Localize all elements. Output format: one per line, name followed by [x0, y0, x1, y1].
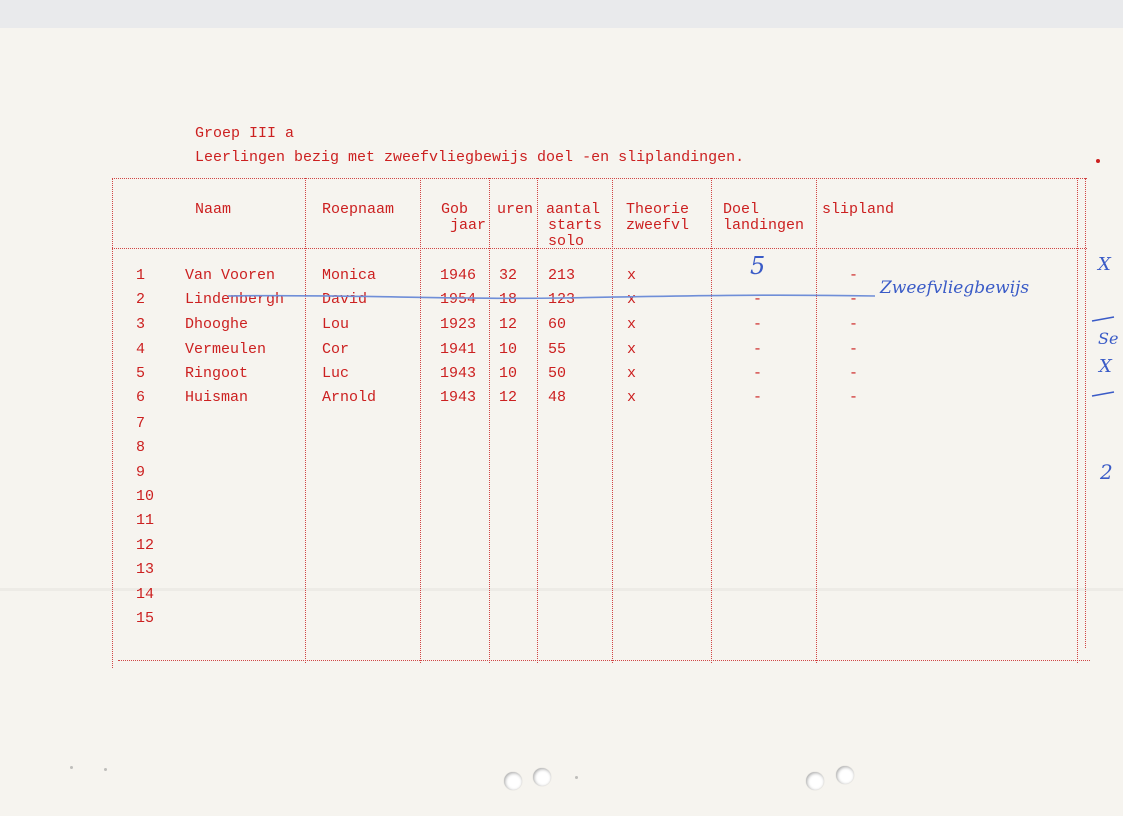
col-header-roepnaam: Roepnaam: [322, 201, 395, 218]
cell-theorie: x: [627, 291, 637, 308]
empty-row-number: 11: [136, 512, 155, 529]
cell-naam: Vermeulen: [185, 341, 267, 358]
cell-starts: 55: [548, 341, 567, 358]
paper-speck: [575, 776, 578, 779]
cell-roepnaam: Luc: [322, 365, 350, 382]
cell-slip: -: [849, 291, 859, 308]
empty-row-number: 8: [136, 439, 146, 456]
cell-jaar: 1943: [440, 389, 477, 406]
group-title: Groep III a: [195, 125, 295, 142]
cell-uren: 10: [499, 341, 518, 358]
cell-theorie: x: [627, 389, 637, 406]
margin-x-mark: X: [1099, 356, 1112, 377]
cell-theorie: x: [627, 267, 637, 284]
paper-sheet: [0, 28, 1123, 816]
col-header-landingen: landingen: [723, 217, 805, 234]
cell-jaar: 1954: [440, 291, 477, 308]
cell-doel: -: [753, 389, 763, 406]
cell-naam: Ringoot: [185, 365, 249, 382]
cell-jaar: 1946: [440, 267, 477, 284]
punch-hole: [504, 772, 522, 790]
cell-doel: -: [753, 291, 763, 308]
row-number: 3: [136, 316, 146, 333]
cell-doel: -: [753, 365, 763, 382]
cell-uren: 32: [499, 267, 518, 284]
cell-roepnaam: Arnold: [322, 389, 377, 406]
cell-slip: -: [849, 389, 859, 406]
cell-roepnaam: Cor: [322, 341, 350, 358]
cell-roepnaam: David: [322, 291, 368, 308]
col-header-aantal: aantal: [546, 201, 601, 218]
cell-naam: Lindenbergh: [185, 291, 285, 308]
col-header-jaar: jaar: [450, 217, 487, 234]
punch-hole: [836, 766, 854, 784]
empty-row-number: 7: [136, 415, 146, 432]
row-number: 2: [136, 291, 146, 308]
margin-x-mark: X: [1098, 254, 1111, 275]
cell-doel-handwritten: 5: [750, 252, 766, 280]
handwriting-strike-line: [0, 28, 1123, 816]
row-number: 6: [136, 389, 146, 406]
punch-hole: [806, 772, 824, 790]
cell-uren: 12: [499, 389, 518, 406]
cell-roepnaam: Lou: [322, 316, 350, 333]
col-header-starts: starts: [548, 217, 603, 234]
cell-starts: 48: [548, 389, 567, 406]
row-number: 5: [136, 365, 146, 382]
cell-jaar: 1943: [440, 365, 477, 382]
cell-doel: -: [753, 316, 763, 333]
col-header-slipland: slipland: [822, 201, 895, 218]
paper-speck: [104, 768, 107, 771]
cell-naam: Van Vooren: [185, 267, 276, 284]
col-header-gob: Gob: [441, 201, 469, 218]
margin-number: 2: [1100, 460, 1113, 484]
empty-row-number: 12: [136, 537, 155, 554]
cell-slip: -: [849, 365, 859, 382]
cell-slip: -: [849, 267, 859, 284]
col-header-solo: solo: [548, 233, 585, 250]
cell-jaar: 1941: [440, 341, 477, 358]
col-header-theorie: Theorie: [626, 201, 690, 218]
cell-slip: -: [849, 316, 859, 333]
cell-starts: 60: [548, 316, 567, 333]
col-header-uren: uren: [497, 201, 534, 218]
document-subtitle: Leerlingen bezig met zweefvliegbewijs doel -en sliplandingen.: [195, 149, 745, 166]
cell-theorie: x: [627, 316, 637, 333]
cell-naam: Dhooghe: [185, 316, 249, 333]
cell-jaar: 1923: [440, 316, 477, 333]
cell-starts: 50: [548, 365, 567, 382]
empty-row-number: 13: [136, 561, 155, 578]
cell-uren: 12: [499, 316, 518, 333]
margin-partial-note: Se: [1098, 329, 1119, 348]
cell-uren: 18: [499, 291, 518, 308]
col-header-naam: Naam: [195, 201, 232, 218]
cell-theorie: x: [627, 365, 637, 382]
empty-row-number: 10: [136, 488, 155, 505]
cell-roepnaam: Monica: [322, 267, 377, 284]
empty-row-number: 15: [136, 610, 155, 627]
col-header-zweefvl: zweefvl: [626, 217, 690, 234]
col-header-doel: Doel: [723, 201, 760, 218]
cell-uren: 10: [499, 365, 518, 382]
row-number: 1: [136, 267, 146, 284]
cell-doel: -: [753, 341, 763, 358]
empty-row-number: 14: [136, 586, 155, 603]
cell-starts: 213: [548, 267, 576, 284]
cell-theorie: x: [627, 341, 637, 358]
cell-slip: -: [849, 341, 859, 358]
handwritten-note-zweefvliegbewijs: Zweefvliegbewijs: [880, 278, 1030, 298]
paper-speck: [70, 766, 73, 769]
cell-naam: Huisman: [185, 389, 249, 406]
empty-row-number: 9: [136, 464, 146, 481]
row-number: 4: [136, 341, 146, 358]
punch-hole: [533, 768, 551, 786]
cell-starts: 123: [548, 291, 576, 308]
